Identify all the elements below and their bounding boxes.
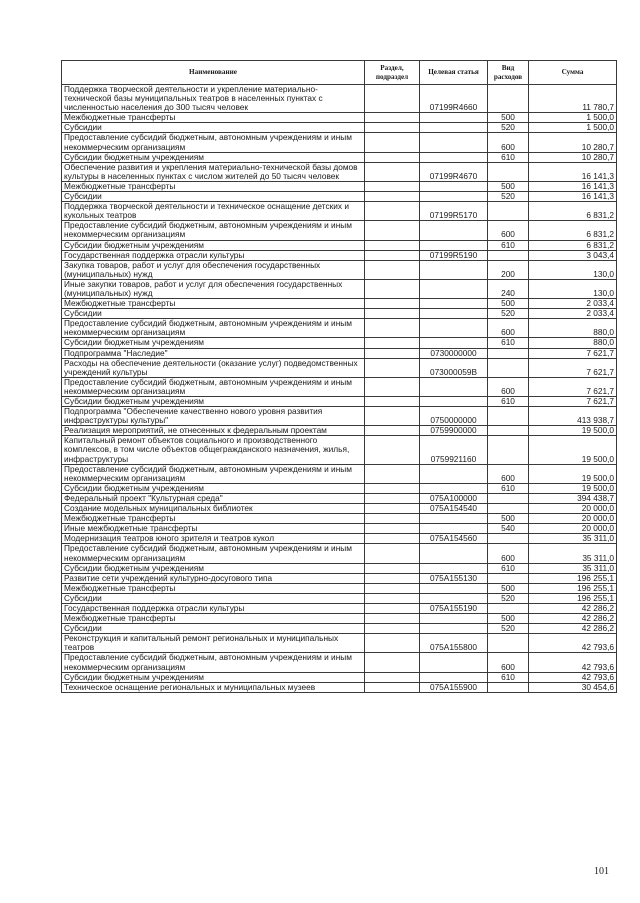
cell-name: Иные межбюджетные трансферты bbox=[62, 524, 365, 534]
table-row bbox=[62, 563, 617, 573]
table-row bbox=[62, 250, 617, 260]
cell-section bbox=[365, 240, 420, 250]
cell-target bbox=[420, 624, 488, 634]
cell-sum: 19 500,0 bbox=[529, 436, 617, 464]
cell-section bbox=[365, 221, 420, 240]
table-row bbox=[62, 299, 617, 309]
cell-kind bbox=[488, 634, 529, 653]
cell-name: Предоставление субсидий бюджетным, автономным учреждениям и иным некоммерческим организациям bbox=[62, 319, 365, 338]
cell-sum: 7 621,7 bbox=[529, 358, 617, 377]
cell-section bbox=[365, 544, 420, 563]
cell-sum: 20 000,0 bbox=[529, 514, 617, 524]
cell-name: Субсидии бюджетным учреждениям bbox=[62, 240, 365, 250]
cell-sum: 7 621,7 bbox=[529, 377, 617, 396]
table-header bbox=[62, 61, 617, 85]
cell-name: Межбюджетные трансферты bbox=[62, 181, 365, 191]
cell-sum: 880,0 bbox=[529, 338, 617, 348]
cell-kind bbox=[488, 573, 529, 583]
table-row bbox=[62, 634, 617, 653]
cell-name: Иные закупки товаров, работ и услуг для обеспечения государственных (муниципальных) нужд bbox=[62, 279, 365, 298]
cell-kind bbox=[488, 504, 529, 514]
table-row bbox=[62, 614, 617, 624]
table-row bbox=[62, 603, 617, 613]
cell-kind: 600 bbox=[488, 544, 529, 563]
cell-sum: 1 500,0 bbox=[529, 123, 617, 133]
table-row bbox=[62, 348, 617, 358]
cell-kind: 610 bbox=[488, 240, 529, 250]
cell-kind bbox=[488, 407, 529, 426]
table-row bbox=[62, 358, 617, 377]
cell-sum: 196 255,1 bbox=[529, 593, 617, 603]
cell-name: Межбюджетные трансферты bbox=[62, 299, 365, 309]
cell-section bbox=[365, 426, 420, 436]
cell-target bbox=[420, 563, 488, 573]
cell-section bbox=[365, 85, 420, 113]
cell-section bbox=[365, 524, 420, 534]
cell-section bbox=[365, 672, 420, 682]
table-body bbox=[62, 85, 617, 693]
cell-sum: 16 141,3 bbox=[529, 162, 617, 181]
cell-sum: 19 500,0 bbox=[529, 426, 617, 436]
cell-kind bbox=[488, 603, 529, 613]
cell-kind bbox=[488, 436, 529, 464]
cell-target bbox=[420, 514, 488, 524]
cell-sum: 16 141,3 bbox=[529, 181, 617, 191]
cell-target bbox=[420, 152, 488, 162]
cell-section bbox=[365, 250, 420, 260]
cell-sum: 35 311,0 bbox=[529, 534, 617, 544]
cell-sum: 35 311,0 bbox=[529, 563, 617, 573]
cell-kind: 610 bbox=[488, 338, 529, 348]
table-row bbox=[62, 377, 617, 396]
cell-target bbox=[420, 338, 488, 348]
cell-name: Подпрограмма "Обеспечение качественно нового уровня развития инфраструктуры культуры" bbox=[62, 407, 365, 426]
cell-name: Модернизация театров юного зрителя и театров кукол bbox=[62, 534, 365, 544]
table-row bbox=[62, 192, 617, 202]
cell-section bbox=[365, 319, 420, 338]
cell-kind: 600 bbox=[488, 377, 529, 396]
cell-kind: 500 bbox=[488, 583, 529, 593]
cell-target bbox=[420, 593, 488, 603]
cell-sum: 6 831,2 bbox=[529, 221, 617, 240]
cell-target bbox=[420, 181, 488, 191]
cell-target: 075A154540 bbox=[420, 504, 488, 514]
cell-sum: 42 793,6 bbox=[529, 634, 617, 653]
cell-sum: 6 831,2 bbox=[529, 202, 617, 221]
cell-name: Поддержка творческой деятельности и техническое оснащение детских и кукольных театров bbox=[62, 202, 365, 221]
table-row bbox=[62, 504, 617, 514]
table-row bbox=[62, 653, 617, 672]
cell-kind: 600 bbox=[488, 133, 529, 152]
cell-section bbox=[365, 162, 420, 181]
cell-kind: 610 bbox=[488, 563, 529, 573]
table-row bbox=[62, 309, 617, 319]
cell-target bbox=[420, 133, 488, 152]
cell-kind: 600 bbox=[488, 653, 529, 672]
cell-sum: 3 043,4 bbox=[529, 250, 617, 260]
cell-target bbox=[420, 123, 488, 133]
cell-target: 07199R5190 bbox=[420, 250, 488, 260]
cell-section bbox=[365, 309, 420, 319]
cell-kind: 520 bbox=[488, 593, 529, 603]
table-row bbox=[62, 544, 617, 563]
cell-name: Реализация мероприятий, не отнесенных к федеральным проектам bbox=[62, 426, 365, 436]
cell-kind bbox=[488, 250, 529, 260]
cell-kind bbox=[488, 426, 529, 436]
cell-sum: 2 033,4 bbox=[529, 299, 617, 309]
cell-section bbox=[365, 407, 420, 426]
table-row bbox=[62, 181, 617, 191]
cell-section bbox=[365, 593, 420, 603]
cell-sum: 20 000,0 bbox=[529, 504, 617, 514]
table-row bbox=[62, 202, 617, 221]
cell-name: Капитальный ремонт объектов социального и производственного комплексов, в том числе объектов общегражданского назначения, жилья, инфраструктуры bbox=[62, 436, 365, 464]
table-row bbox=[62, 534, 617, 544]
cell-sum: 1 500,0 bbox=[529, 113, 617, 123]
cell-sum: 6 831,2 bbox=[529, 240, 617, 250]
cell-sum: 7 621,7 bbox=[529, 348, 617, 358]
cell-section bbox=[365, 534, 420, 544]
table-row bbox=[62, 593, 617, 603]
table-row bbox=[62, 123, 617, 133]
cell-target: 075A155190 bbox=[420, 603, 488, 613]
cell-name: Закупка товаров, работ и услуг для обеспечения государственных (муниципальных) нужд bbox=[62, 260, 365, 279]
table-row bbox=[62, 493, 617, 503]
cell-sum: 10 280,7 bbox=[529, 133, 617, 152]
page-number: 101 bbox=[594, 866, 609, 877]
cell-kind: 200 bbox=[488, 260, 529, 279]
cell-target: 0759921160 bbox=[420, 436, 488, 464]
cell-kind bbox=[488, 493, 529, 503]
cell-name: Поддержка творческой деятельности и укрепление материально-технической базы муниципальных театров в населенных пунктах с численностью населения до 300 тысяч человек bbox=[62, 85, 365, 113]
cell-sum: 2 033,4 bbox=[529, 309, 617, 319]
cell-target bbox=[420, 614, 488, 624]
cell-kind bbox=[488, 162, 529, 181]
cell-kind: 540 bbox=[488, 524, 529, 534]
cell-sum: 20 000,0 bbox=[529, 524, 617, 534]
cell-target bbox=[420, 279, 488, 298]
cell-kind: 610 bbox=[488, 672, 529, 682]
cell-kind bbox=[488, 682, 529, 692]
table-row bbox=[62, 162, 617, 181]
table-row bbox=[62, 338, 617, 348]
cell-section bbox=[365, 192, 420, 202]
table-row bbox=[62, 113, 617, 123]
cell-name: Предоставление субсидий бюджетным, автономным учреждениям и иным некоммерческим организациям bbox=[62, 133, 365, 152]
cell-name: Предоставление субсидий бюджетным, автономным учреждениям и иным некоммерческим организациям bbox=[62, 464, 365, 483]
cell-target bbox=[420, 653, 488, 672]
cell-target bbox=[420, 483, 488, 493]
cell-name: Субсидии bbox=[62, 593, 365, 603]
cell-kind: 240 bbox=[488, 279, 529, 298]
cell-target bbox=[420, 309, 488, 319]
header-target: Целевая статья bbox=[420, 61, 488, 85]
cell-sum: 35 311,0 bbox=[529, 544, 617, 563]
cell-section bbox=[365, 624, 420, 634]
cell-target: 075A154560 bbox=[420, 534, 488, 544]
cell-section bbox=[365, 614, 420, 624]
cell-section bbox=[365, 338, 420, 348]
cell-name: Субсидии бюджетным учреждениям bbox=[62, 563, 365, 573]
cell-sum: 42 793,6 bbox=[529, 672, 617, 682]
cell-section bbox=[365, 397, 420, 407]
cell-section bbox=[365, 299, 420, 309]
table-row bbox=[62, 240, 617, 250]
cell-section bbox=[365, 493, 420, 503]
cell-sum: 130,0 bbox=[529, 260, 617, 279]
cell-section bbox=[365, 279, 420, 298]
cell-sum: 413 938,7 bbox=[529, 407, 617, 426]
cell-target: 075A100000 bbox=[420, 493, 488, 503]
cell-section bbox=[365, 202, 420, 221]
cell-kind: 600 bbox=[488, 464, 529, 483]
cell-name: Межбюджетные трансферты bbox=[62, 113, 365, 123]
cell-name: Субсидии бюджетным учреждениям bbox=[62, 152, 365, 162]
table-row bbox=[62, 397, 617, 407]
table-row bbox=[62, 319, 617, 338]
cell-name: Субсидии bbox=[62, 192, 365, 202]
cell-name: Субсидии bbox=[62, 309, 365, 319]
table-row bbox=[62, 260, 617, 279]
cell-name: Межбюджетные трансферты bbox=[62, 583, 365, 593]
cell-kind: 600 bbox=[488, 319, 529, 338]
cell-kind: 610 bbox=[488, 483, 529, 493]
cell-target: 07199R4670 bbox=[420, 162, 488, 181]
table-row bbox=[62, 436, 617, 464]
cell-sum: 42 286,2 bbox=[529, 603, 617, 613]
cell-name: Предоставление субсидий бюджетным, автономным учреждениям и иным некоммерческим организациям bbox=[62, 221, 365, 240]
header-name: Наименование bbox=[62, 61, 365, 85]
cell-target bbox=[420, 544, 488, 563]
cell-section bbox=[365, 514, 420, 524]
cell-sum: 19 500,0 bbox=[529, 483, 617, 493]
cell-sum: 10 280,7 bbox=[529, 152, 617, 162]
cell-name: Субсидии bbox=[62, 624, 365, 634]
table-row bbox=[62, 407, 617, 426]
cell-section bbox=[365, 358, 420, 377]
cell-section bbox=[365, 504, 420, 514]
cell-target bbox=[420, 583, 488, 593]
cell-target: 0750000000 bbox=[420, 407, 488, 426]
cell-sum: 196 255,1 bbox=[529, 573, 617, 583]
cell-section bbox=[365, 634, 420, 653]
cell-name: Субсидии бюджетным учреждениям bbox=[62, 483, 365, 493]
cell-target bbox=[420, 192, 488, 202]
cell-kind: 600 bbox=[488, 221, 529, 240]
cell-name: Предоставление субсидий бюджетным, автономным учреждениям и иным некоммерческим организациям bbox=[62, 544, 365, 563]
table-row bbox=[62, 85, 617, 113]
cell-target: 0730000000 bbox=[420, 348, 488, 358]
cell-sum: 394 438,7 bbox=[529, 493, 617, 503]
cell-name: Федеральный проект "Культурная среда" bbox=[62, 493, 365, 503]
cell-sum: 130,0 bbox=[529, 279, 617, 298]
cell-section bbox=[365, 583, 420, 593]
cell-section bbox=[365, 123, 420, 133]
cell-section bbox=[365, 152, 420, 162]
table-row bbox=[62, 133, 617, 152]
cell-name: Межбюджетные трансферты bbox=[62, 514, 365, 524]
cell-name: Создание модельных муниципальных библиотек bbox=[62, 504, 365, 514]
cell-section bbox=[365, 113, 420, 123]
cell-target: 075A155800 bbox=[420, 634, 488, 653]
table-row bbox=[62, 279, 617, 298]
cell-name: Предоставление субсидий бюджетным, автономным учреждениям и иным некоммерческим организациям bbox=[62, 653, 365, 672]
cell-section bbox=[365, 133, 420, 152]
table-row bbox=[62, 672, 617, 682]
cell-section bbox=[365, 483, 420, 493]
cell-section bbox=[365, 348, 420, 358]
cell-sum: 42 286,2 bbox=[529, 624, 617, 634]
cell-sum: 42 286,2 bbox=[529, 614, 617, 624]
header-row bbox=[62, 61, 617, 85]
cell-name: Обеспечение развития и укрепления материально-технической базы домов культуры в населенных пунктах с числом жителей до 50 тысяч человек bbox=[62, 162, 365, 181]
cell-section bbox=[365, 573, 420, 583]
cell-name: Субсидии бюджетным учреждениям bbox=[62, 672, 365, 682]
cell-name: Субсидии bbox=[62, 123, 365, 133]
cell-sum: 7 621,7 bbox=[529, 397, 617, 407]
cell-target bbox=[420, 524, 488, 534]
cell-target: 07199R5170 bbox=[420, 202, 488, 221]
cell-target: 073000059В bbox=[420, 358, 488, 377]
cell-section bbox=[365, 682, 420, 692]
cell-target bbox=[420, 113, 488, 123]
cell-target bbox=[420, 221, 488, 240]
cell-name: Государственная поддержка отрасли культуры bbox=[62, 250, 365, 260]
cell-kind: 610 bbox=[488, 152, 529, 162]
cell-sum: 11 780,7 bbox=[529, 85, 617, 113]
cell-target bbox=[420, 299, 488, 309]
cell-section bbox=[365, 653, 420, 672]
cell-section bbox=[365, 563, 420, 573]
cell-name: Предоставление субсидий бюджетным, автономным учреждениям и иным некоммерческим организациям bbox=[62, 377, 365, 396]
cell-target bbox=[420, 319, 488, 338]
cell-sum: 880,0 bbox=[529, 319, 617, 338]
cell-sum: 196 255,1 bbox=[529, 583, 617, 593]
cell-kind bbox=[488, 202, 529, 221]
cell-section bbox=[365, 260, 420, 279]
cell-kind: 500 bbox=[488, 113, 529, 123]
cell-kind: 520 bbox=[488, 624, 529, 634]
cell-section bbox=[365, 181, 420, 191]
cell-sum: 30 454,6 bbox=[529, 682, 617, 692]
table-row bbox=[62, 426, 617, 436]
cell-name: Государственная поддержка отрасли культуры bbox=[62, 603, 365, 613]
cell-kind: 520 bbox=[488, 123, 529, 133]
cell-name: Межбюджетные трансферты bbox=[62, 614, 365, 624]
cell-name: Развитие сети учреждений культурно-досугового типа bbox=[62, 573, 365, 583]
cell-kind: 520 bbox=[488, 309, 529, 319]
table-row bbox=[62, 524, 617, 534]
cell-target bbox=[420, 240, 488, 250]
cell-name: Техническое оснащение региональных и муниципальных музеев bbox=[62, 682, 365, 692]
cell-target bbox=[420, 464, 488, 483]
table-row bbox=[62, 624, 617, 634]
cell-section bbox=[365, 436, 420, 464]
cell-kind bbox=[488, 348, 529, 358]
cell-kind: 500 bbox=[488, 614, 529, 624]
cell-name: Реконструкция и капитальный ремонт региональных и муниципальных театров bbox=[62, 634, 365, 653]
cell-kind: 520 bbox=[488, 192, 529, 202]
cell-name: Субсидии бюджетным учреждениям bbox=[62, 397, 365, 407]
cell-sum: 16 141,3 bbox=[529, 192, 617, 202]
header-kind: Вид расходов bbox=[488, 61, 529, 85]
cell-kind: 500 bbox=[488, 299, 529, 309]
cell-sum: 42 793,6 bbox=[529, 653, 617, 672]
cell-target bbox=[420, 397, 488, 407]
cell-name: Расходы на обеспечение деятельности (оказание услуг) подведомственных учреждений культуры bbox=[62, 358, 365, 377]
table-row bbox=[62, 464, 617, 483]
cell-target bbox=[420, 672, 488, 682]
table-row bbox=[62, 573, 617, 583]
cell-target: 075A155900 bbox=[420, 682, 488, 692]
table-row bbox=[62, 152, 617, 162]
header-sum: Сумма bbox=[529, 61, 617, 85]
cell-kind bbox=[488, 534, 529, 544]
table-row bbox=[62, 514, 617, 524]
cell-target bbox=[420, 377, 488, 396]
cell-kind bbox=[488, 85, 529, 113]
table-row bbox=[62, 682, 617, 692]
cell-name: Подпрограмма "Наследие" bbox=[62, 348, 365, 358]
table-row bbox=[62, 483, 617, 493]
cell-kind: 610 bbox=[488, 397, 529, 407]
cell-name: Субсидии бюджетным учреждениям bbox=[62, 338, 365, 348]
table-row bbox=[62, 583, 617, 593]
cell-section bbox=[365, 464, 420, 483]
cell-kind bbox=[488, 358, 529, 377]
cell-target: 075A155130 bbox=[420, 573, 488, 583]
table-row bbox=[62, 221, 617, 240]
cell-section bbox=[365, 603, 420, 613]
cell-section bbox=[365, 377, 420, 396]
budget-table bbox=[61, 60, 617, 693]
cell-sum: 19 500,0 bbox=[529, 464, 617, 483]
cell-kind: 500 bbox=[488, 514, 529, 524]
cell-target bbox=[420, 260, 488, 279]
cell-target: 0759900000 bbox=[420, 426, 488, 436]
cell-kind: 500 bbox=[488, 181, 529, 191]
header-section: Раздел, подраздел bbox=[365, 61, 420, 85]
cell-target: 07199R4660 bbox=[420, 85, 488, 113]
